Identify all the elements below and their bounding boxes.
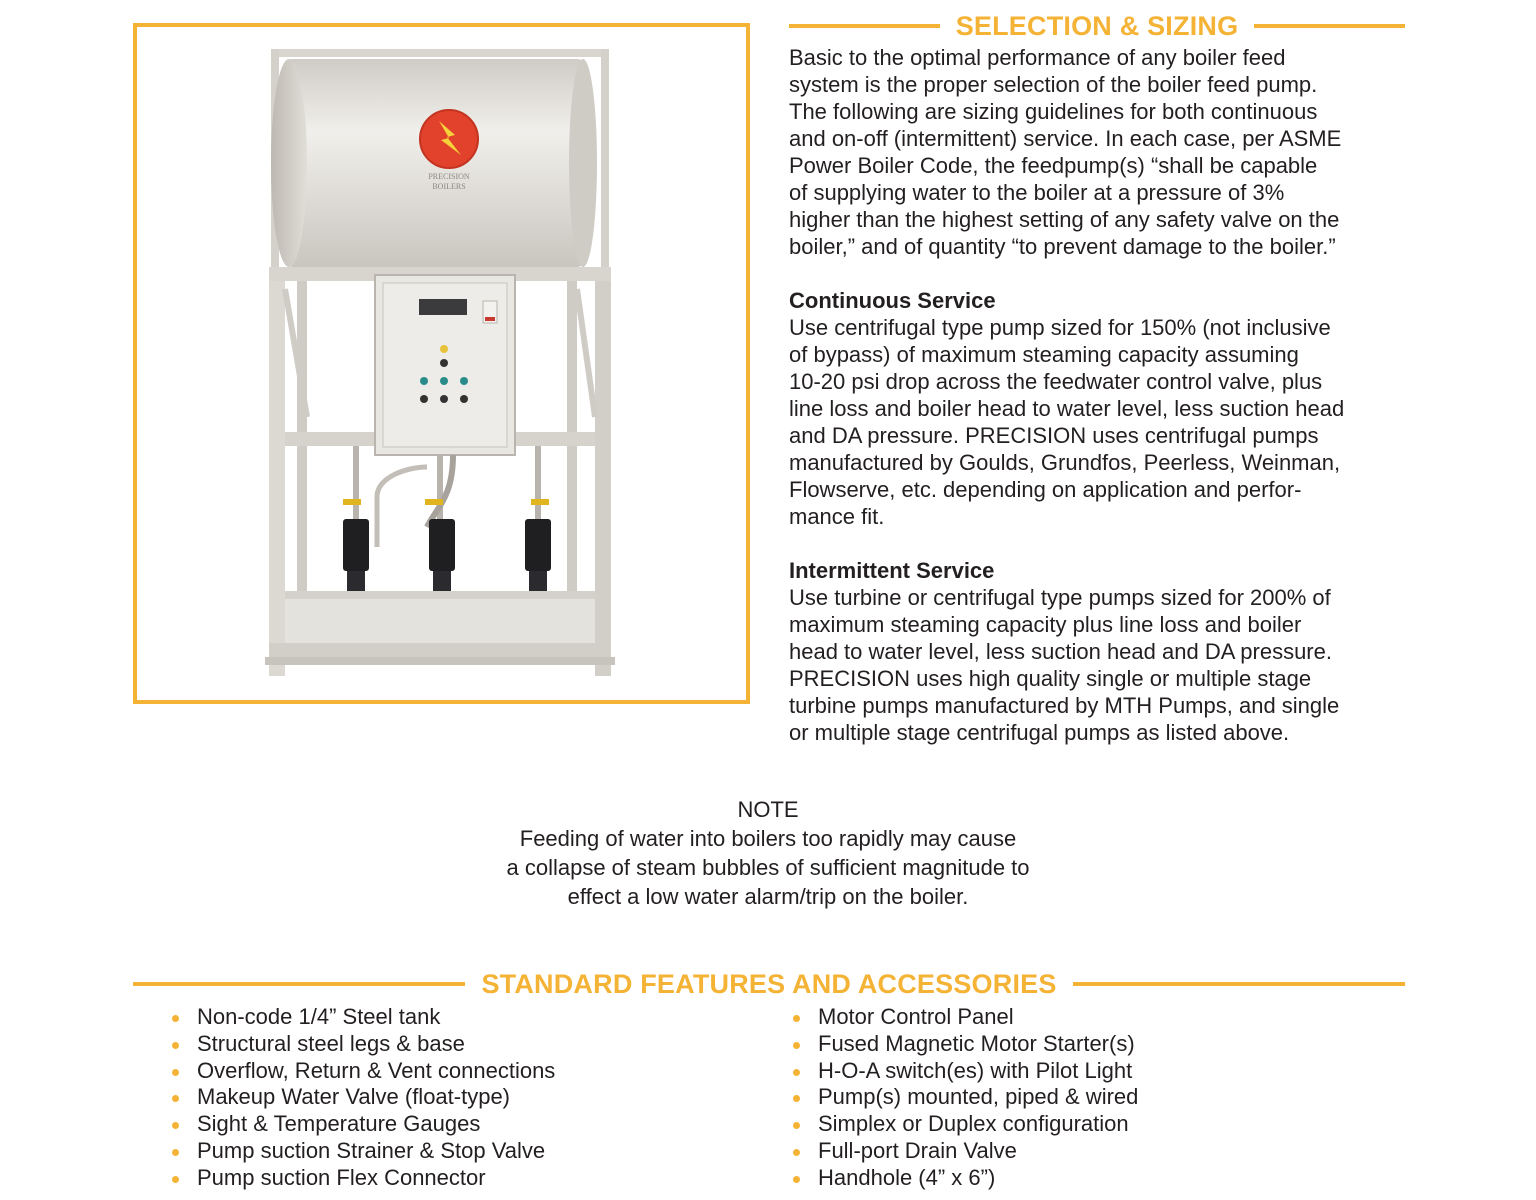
list-item: Handhole (4” x 6”) <box>789 1165 1389 1192</box>
svg-text:BOILERS: BOILERS <box>432 182 466 191</box>
list-item: Fused Magnetic Motor Starter(s) <box>789 1031 1389 1058</box>
note-block <box>380 795 1156 911</box>
selection-intro-paragraph: Basic to the optimal performance of any boiler feed system is the proper selection of the boiler feed pump. The following are sizing guidelines for both continuous and on-off (intermittent) service. In each case, per ASME Power Boiler Code, the feedpump(s) “shall be capable of supplying water to the boiler at a pressure of 3% higher than the highest setting of any safety valve on the boiler,” and of quantity “to prevent damage to the boiler.” <box>789 45 1342 259</box>
note-title: NOTE <box>737 797 799 822</box>
list-item: Pump suction Strainer & Stop Valve <box>168 1138 748 1165</box>
list-item: Full-port Drain Valve <box>789 1138 1389 1165</box>
intermittent-service-heading: Intermittent Service <box>789 558 995 583</box>
intermittent-service-paragraph: Use turbine or centrifugal type pumps sized for 200% of maximum steaming capacity plus line loss and boiler head to water level, less suction head and DA pressure. PRECISION uses high quality single or multiple stage turbine pumps manufactured by MTH Pumps, and single or multiple stage centrifugal pumps as listed above. <box>789 585 1340 745</box>
standard-features-heading <box>133 968 1405 1000</box>
list-item: Motor Control Panel <box>789 1004 1389 1031</box>
heading-rule-right <box>1254 24 1405 28</box>
features-list-left <box>168 1004 748 1192</box>
selection-sizing-section <box>789 44 1419 746</box>
precision-boilers-logo <box>420 110 478 191</box>
heading-rule-left <box>133 982 465 986</box>
list-item: Makeup Water Valve (float-type) <box>168 1084 748 1111</box>
list-item: Pump(s) mounted, piped & wired <box>789 1084 1389 1111</box>
boiler-feed-system-photo <box>137 27 746 700</box>
heading-rule-right <box>1073 982 1405 986</box>
list-item: Simplex or Duplex configuration <box>789 1111 1389 1138</box>
list-item: Structural steel legs & base <box>168 1031 748 1058</box>
list-item: Overflow, Return & Vent connections <box>168 1058 748 1085</box>
heading-rule-left <box>789 24 940 28</box>
list-item: Pump suction Flex Connector <box>168 1165 748 1192</box>
standard-features-title: STANDARD FEATURES AND ACCESSORIES <box>481 968 1057 999</box>
list-item: H-O-A switch(es) with Pilot Light <box>789 1058 1389 1085</box>
svg-text:PRECISION: PRECISION <box>428 172 470 181</box>
list-item: Sight & Temperature Gauges <box>168 1111 748 1138</box>
continuous-service-heading: Continuous Service <box>789 288 996 313</box>
list-item: Non-code 1/4” Steel tank <box>168 1004 748 1031</box>
product-photo-frame <box>133 23 750 704</box>
features-list-right <box>789 1004 1389 1192</box>
selection-sizing-heading <box>789 10 1405 42</box>
continuous-service-paragraph: Use centrifugal type pump sized for 150% (not inclusive of bypass) of maximum steaming capacity assuming 10-20 psi drop across the feedwater control valve, plus line loss and boiler head to water level, less suction head and DA pressure. PRECISION uses centrifugal pumps manufactured by Goulds, Grundfos, Peerless, Weinman, Flowserve, etc. depending on application and perfor- mance fit. <box>789 315 1345 529</box>
note-text: Feeding of water into boilers too rapidly may cause a collapse of steam bubbles of sufficient magnitude to effect a low water alarm/trip on the boiler. <box>506 826 1030 909</box>
selection-sizing-title: SELECTION & SIZING <box>955 10 1239 41</box>
